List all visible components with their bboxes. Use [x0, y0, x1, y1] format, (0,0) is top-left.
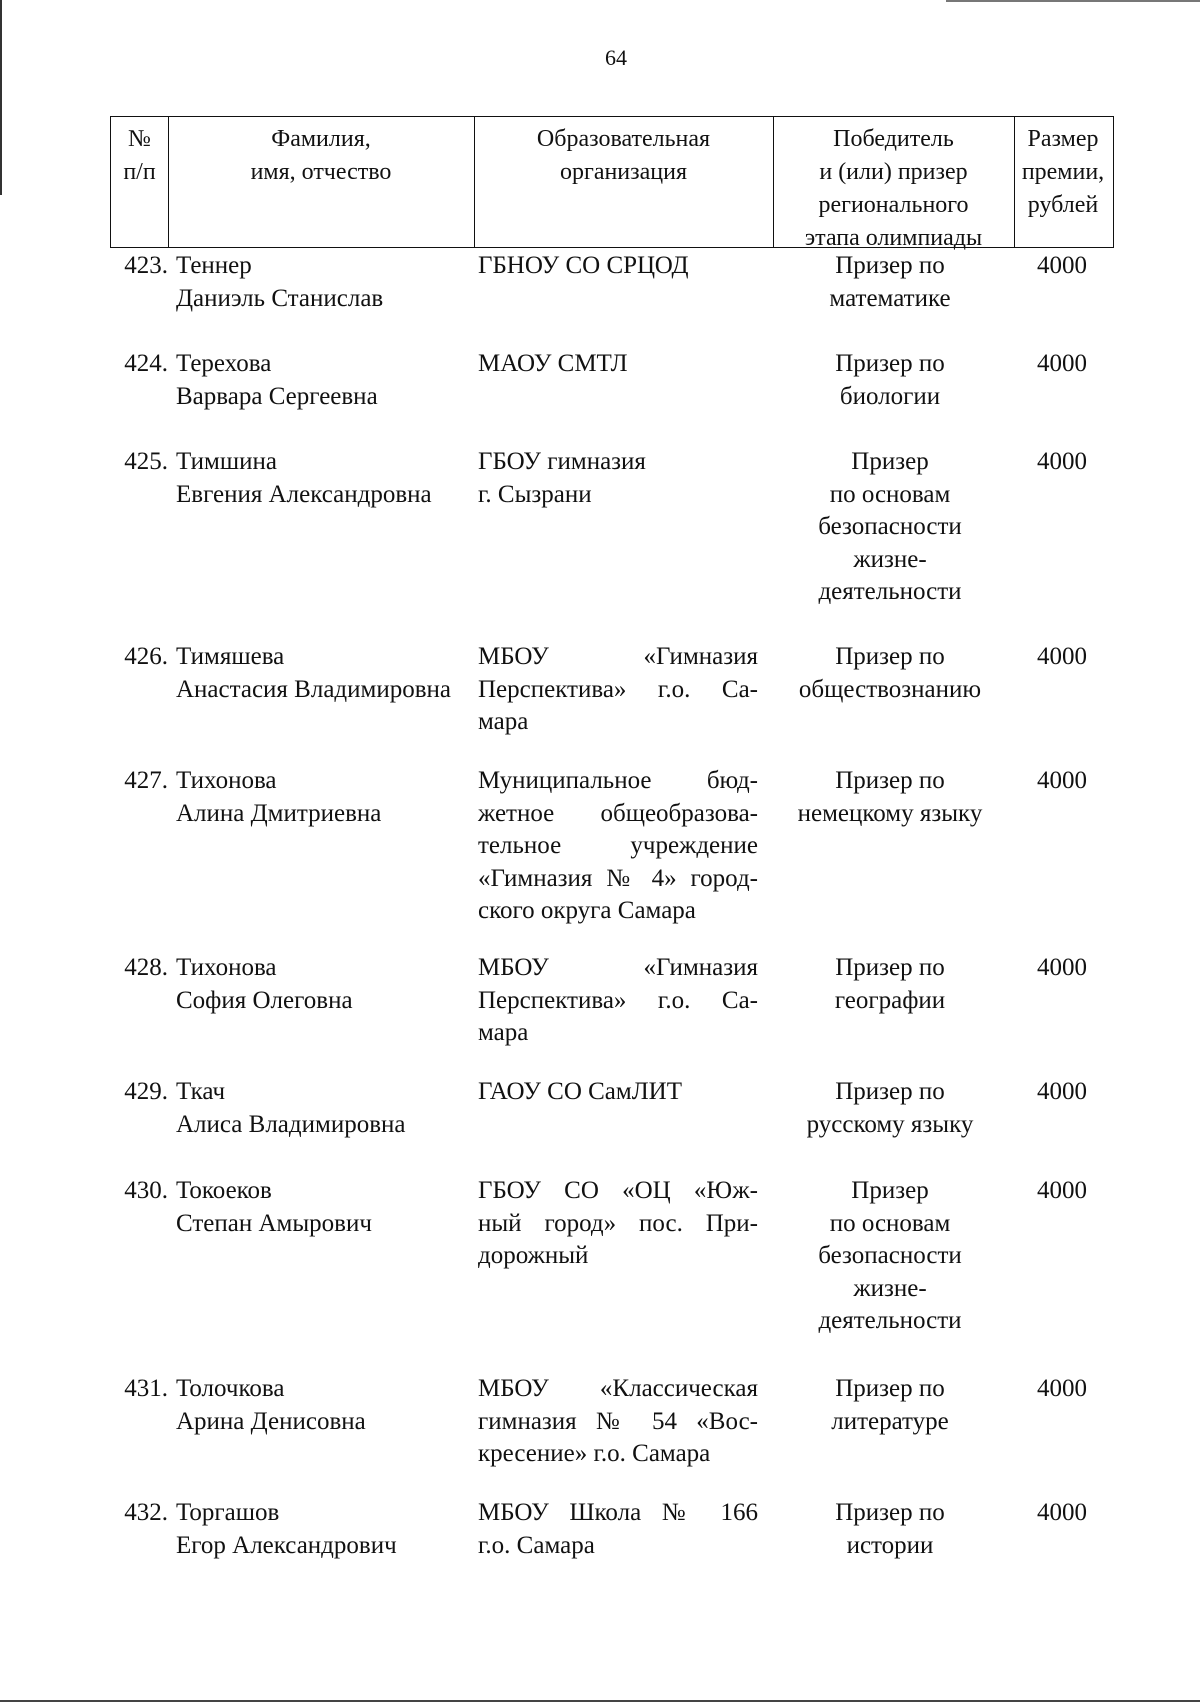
- name-line: Егор Александрович: [176, 1531, 397, 1559]
- organization-line: кресение» г.о. Самара: [478, 1440, 711, 1467]
- organization: [478, 1076, 758, 1109]
- prize-line: деятельности: [818, 1307, 962, 1334]
- prize-status: [770, 1497, 1010, 1562]
- organization-line: ГБОУ гимназия: [478, 448, 646, 475]
- prize-line: Призер по: [835, 350, 945, 377]
- row-number: 429.: [124, 1078, 168, 1105]
- row-number: 432.: [124, 1499, 168, 1526]
- prize-line: русскому языку: [806, 1110, 974, 1138]
- prize-line: Призер по: [835, 252, 945, 279]
- name-line: Евгения Александровна: [176, 480, 432, 508]
- header-org-line: организация: [559, 159, 688, 185]
- row-number: 425.: [124, 448, 168, 475]
- header-name-line: Фамилия,: [271, 126, 371, 152]
- header-name: [168, 123, 474, 189]
- name-line: Терехова: [176, 350, 272, 377]
- organization-line: г.о. Самара: [478, 1531, 595, 1559]
- scan-edge-bottom: [0, 1700, 1200, 1702]
- organization-line: Муниципальное бюд-: [478, 767, 758, 794]
- organization-line: «Гимназия № 4» город-: [478, 864, 758, 892]
- name-line: Алина Дмитриевна: [176, 799, 382, 827]
- prize-line: жизне-: [853, 1274, 927, 1302]
- prize-status: [770, 1076, 1010, 1141]
- organization-line: МАОУ СМТЛ: [478, 350, 628, 377]
- prize-status: [770, 952, 1010, 1017]
- header-amount-line: Размер: [1027, 126, 1099, 152]
- prize-line: истории: [846, 1531, 934, 1559]
- organization-line: ГАОУ СО СамЛИТ: [478, 1078, 682, 1105]
- participant-name: [176, 446, 476, 511]
- organization-line: МБОУ «Гимназия: [478, 643, 758, 670]
- participant-name: [176, 348, 476, 413]
- prize-line: обществознанию: [798, 675, 982, 703]
- organization: [478, 250, 758, 283]
- organization-line: ГБОУ СО «ОЦ «Юж-: [478, 1177, 758, 1204]
- prize-amount: 4000: [1037, 1499, 1087, 1526]
- prize-amount: 4000: [1037, 1375, 1087, 1402]
- prize-status: [770, 348, 1010, 413]
- organization-line: МБОУ Школа № 166: [478, 1499, 758, 1526]
- organization-line: Перспектива» г.о. Са-: [478, 986, 758, 1014]
- header-prize-line: Победитель: [833, 126, 954, 152]
- header-num-line: п/п: [123, 159, 156, 185]
- prize-line: биологии: [839, 382, 941, 410]
- organization-line: МБОУ «Классическая: [478, 1375, 758, 1402]
- row-number: 430.: [124, 1177, 168, 1204]
- prize-amount: 4000: [1037, 643, 1087, 670]
- prize-line: Призер по: [835, 643, 945, 670]
- prize-status: [770, 446, 1010, 609]
- organization-line: г. Сызрани: [478, 480, 592, 508]
- organization: [478, 952, 758, 1050]
- organization: [478, 1497, 758, 1562]
- organization-line: мара: [478, 708, 529, 735]
- prize-status: [770, 1175, 1010, 1338]
- organization-line: мара: [478, 1019, 529, 1046]
- name-line: Толочкова: [176, 1375, 285, 1402]
- prize-amount: 4000: [1037, 767, 1087, 794]
- organization-line: дорожный: [478, 1242, 589, 1269]
- prize-line: Призер по: [835, 1375, 945, 1402]
- name-line: Анастасия Владимировна: [176, 675, 451, 703]
- prize-line: Призер: [851, 1177, 929, 1204]
- participant-name: [176, 1373, 476, 1438]
- row-number: 427.: [124, 767, 168, 794]
- name-line: Степан Амырович: [176, 1209, 372, 1237]
- organization-line: МБОУ «Гимназия: [478, 954, 758, 981]
- prize-status: [770, 250, 1010, 315]
- prize-line: безопасности: [818, 513, 962, 540]
- participant-name: [176, 1076, 476, 1141]
- name-line: Тихонова: [176, 954, 277, 981]
- organization: [478, 446, 758, 511]
- prize-line: математике: [829, 284, 951, 312]
- organization-line: Перспектива» г.о. Са-: [478, 675, 758, 703]
- organization: [478, 1373, 758, 1471]
- header-org-line: Образовательная: [536, 126, 711, 152]
- header-num: [111, 123, 168, 189]
- prize-status: [770, 1373, 1010, 1438]
- name-line: Теннер: [176, 252, 252, 279]
- prize-status: [770, 641, 1010, 706]
- name-line: Ткач: [176, 1078, 226, 1105]
- name-line: София Олеговна: [176, 986, 353, 1014]
- prize-line: Призер по: [835, 1499, 945, 1526]
- organization-line: ГБНОУ СО СРЦОД: [478, 252, 689, 279]
- name-line: Тимшина: [176, 448, 277, 475]
- organization: [478, 1175, 758, 1273]
- name-line: Арина Денисовна: [176, 1407, 366, 1435]
- prize-amount: 4000: [1037, 1177, 1087, 1204]
- row-number: 426.: [124, 643, 168, 670]
- prize-line: по основам: [829, 1209, 951, 1237]
- row-number: 428.: [124, 954, 168, 981]
- prize-line: географии: [834, 986, 946, 1014]
- header-amount-line: рублей: [1027, 192, 1099, 218]
- name-line: Варвара Сергеевна: [176, 382, 378, 410]
- prize-amount: 4000: [1037, 350, 1087, 377]
- header-prize-line: регионального: [818, 192, 969, 218]
- scan-edge-top: [946, 0, 1200, 2]
- name-line: Токоеков: [176, 1177, 272, 1204]
- participant-name: [176, 250, 476, 315]
- row-number: 431.: [124, 1375, 168, 1402]
- prize-line: деятельности: [818, 578, 962, 605]
- organization: [478, 765, 758, 928]
- header-num-line: №: [128, 126, 151, 152]
- prize-line: жизне-: [853, 545, 927, 573]
- prize-line: Призер по: [835, 954, 945, 981]
- participant-name: [176, 641, 476, 706]
- prize-line: безопасности: [818, 1242, 962, 1269]
- header-prize-line: и (или) призер: [819, 159, 968, 185]
- prize-line: Призер по: [835, 767, 945, 794]
- prize-amount: 4000: [1037, 954, 1087, 981]
- prize-line: немецкому языку: [797, 799, 983, 827]
- header-prize-line: этапа олимпиады: [804, 225, 983, 251]
- table-header: [110, 116, 1114, 251]
- organization: [478, 348, 758, 381]
- organization-line: гимназия № 54 «Вос-: [478, 1407, 758, 1435]
- prize-line: Призер по: [835, 1078, 945, 1105]
- header-org: [474, 123, 773, 189]
- organization: [478, 641, 758, 739]
- prize-line: по основам: [829, 480, 951, 508]
- organization-line: ный город» пос. При-: [478, 1209, 758, 1237]
- header-prize: [773, 123, 1014, 255]
- prize-line: литературе: [831, 1407, 949, 1435]
- name-line: Тихонова: [176, 767, 277, 794]
- name-line: Тимяшева: [176, 643, 285, 670]
- scan-edge-left: [0, 0, 2, 195]
- prize-line: Призер: [851, 448, 929, 475]
- name-line: Торгашов: [176, 1499, 280, 1526]
- header-name-line: имя, отчество: [250, 159, 392, 185]
- header-amount: [1014, 123, 1112, 222]
- organization-line: ского округа Самара: [478, 897, 696, 924]
- name-line: Даниэль Станислав: [176, 284, 384, 312]
- row-number: 423.: [124, 252, 168, 279]
- participant-name: [176, 765, 476, 830]
- participant-name: [176, 952, 476, 1017]
- participant-name: [176, 1175, 476, 1240]
- prize-amount: 4000: [1037, 448, 1087, 475]
- participant-name: [176, 1497, 476, 1562]
- row-number: 424.: [124, 350, 168, 377]
- page-number: 64: [605, 45, 627, 70]
- header-amount-line: премии,: [1021, 159, 1105, 185]
- prize-amount: 4000: [1037, 252, 1087, 279]
- organization-line: тельное учреждение: [478, 832, 758, 859]
- prize-amount: 4000: [1037, 1078, 1087, 1105]
- organization-line: жетное общеобразова-: [478, 799, 758, 827]
- name-line: Алиса Владимировна: [176, 1110, 406, 1138]
- prize-status: [770, 765, 1010, 830]
